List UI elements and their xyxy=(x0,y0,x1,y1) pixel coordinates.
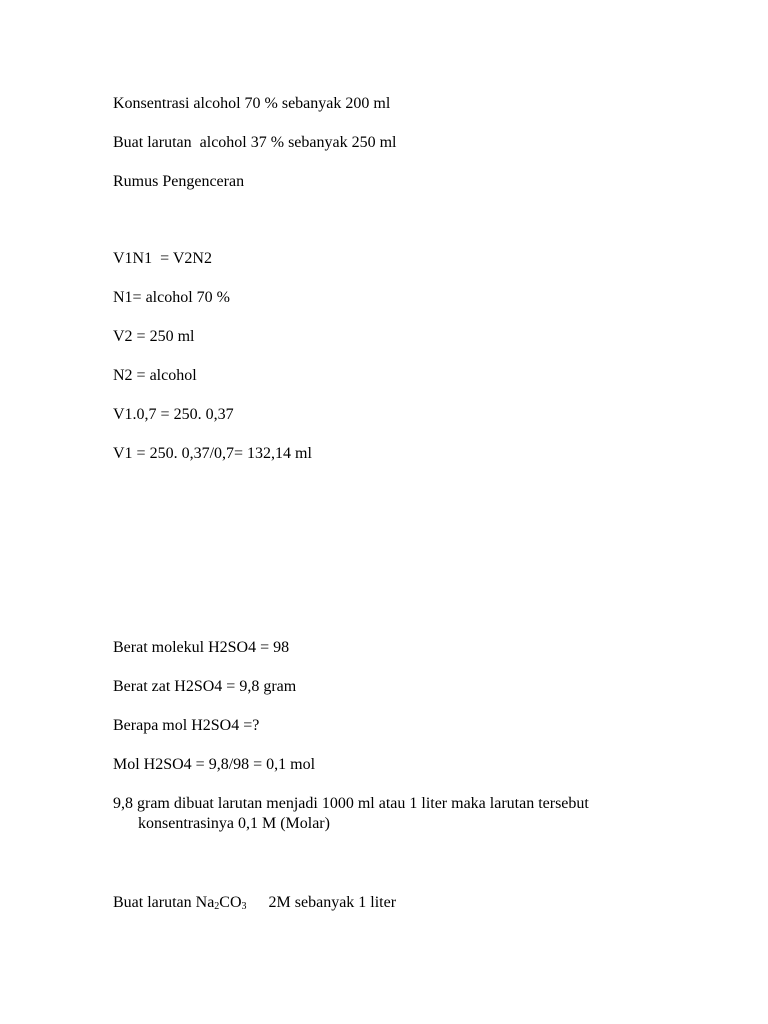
na2co3-subscript-3: 3 xyxy=(241,901,247,912)
text-line-concentration: Konsentrasi alcohol 70 % sebanyak 200 ml xyxy=(113,95,391,112)
text-line-make-solution: Buat larutan alcohol 37 % sebanyak 250 ml xyxy=(113,134,397,151)
text-line-mol-result: Mol H2SO4 = 9,8/98 = 0,1 mol xyxy=(113,756,316,773)
text-paragraph-molarity-first: 9,8 gram dibuat larutan menjadi 1000 ml atau 1 liter maka larutan tersebut xyxy=(113,795,589,812)
text-line-v1-result: V1 = 250. 0,37/0,7= 132,14 ml xyxy=(113,445,312,462)
text-line-formula: V1N1 = V2N2 xyxy=(113,250,212,267)
text-line-dilution-formula-title: Rumus Pengenceran xyxy=(113,173,245,190)
text-line-n1: N1= alcohol 70 % xyxy=(113,289,230,306)
text-paragraph-molarity xyxy=(113,794,673,834)
text-line-substance-weight: Berat zat H2SO4 = 9,8 gram xyxy=(113,678,297,695)
na2co3-co: CO xyxy=(219,894,242,911)
text-line-n2: N2 = alcohol xyxy=(113,367,197,384)
na2co3-subscript-2: 2 xyxy=(214,901,220,912)
text-line-mol-question: Berapa mol H2SO4 =? xyxy=(113,717,260,734)
text-line-molecular-weight: Berat molekul H2SO4 = 98 xyxy=(113,639,290,656)
text-line-v2: V2 = 250 ml xyxy=(113,328,195,345)
text-line-v1-equation: V1.0,7 = 250. 0,37 xyxy=(113,406,234,423)
na2co3-suffix: 2M sebanyak 1 liter xyxy=(268,894,397,911)
na2co3-prefix: Buat larutan Na xyxy=(113,894,215,911)
text-paragraph-molarity-second: konsentrasinya 0,1 M (Molar) xyxy=(138,815,330,832)
text-line-na2co3 xyxy=(113,893,396,913)
